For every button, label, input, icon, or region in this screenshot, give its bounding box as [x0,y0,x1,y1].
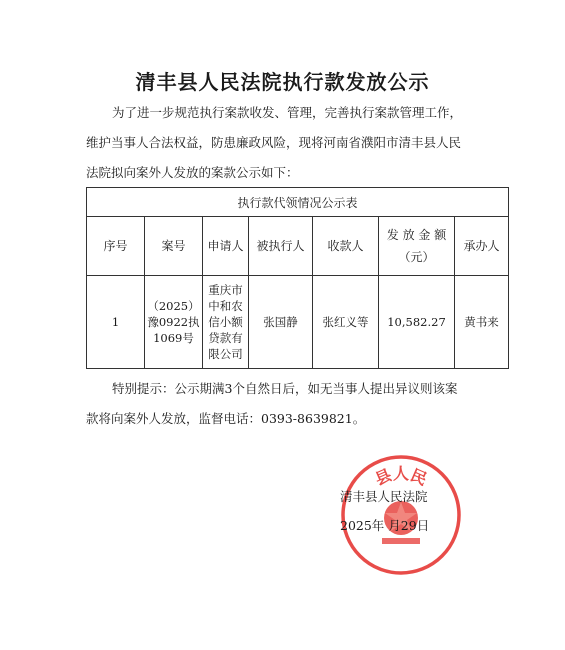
intro-paragraph [86,98,482,188]
table-row [87,276,509,369]
signature-date: 2025年 月29日 [340,518,430,533]
intro-line-3: 法院拟向案外人发放的案款公示如下： [86,165,299,180]
signature-org: 清丰县人民法院 [340,489,428,504]
special-notice [86,374,482,434]
intro-line-2: 维护当事人合法权益，防患廉政风险，现将河南省濮阳市清丰县人民 [86,135,462,150]
intro-line-1: 为了进一步规范执行案款收发、管理，完善执行案款管理工作， [112,105,463,120]
cell-payee: 张红义等 [313,276,379,369]
case-no-line-1: （2025） [147,299,200,313]
col-header-index: 序号 [87,217,145,276]
cell-respondent: 张国静 [249,276,313,369]
col-header-respondent: 被执行人 [249,217,313,276]
cell-applicant [203,276,249,369]
col-header-amount: 发 放 金 额（元） [379,217,455,276]
cell-index: 1 [87,276,145,369]
court-seal [338,452,464,578]
applicant-line-3: 信小额 [208,315,243,329]
col-header-applicant: 申请人 [203,217,249,276]
applicant-line-4: 贷款有 [208,331,243,345]
case-no-line-2: 豫0922执 [147,315,200,329]
disbursement-table [86,187,509,369]
col-header-handler: 承办人 [455,217,509,276]
applicant-line-2: 中和农 [208,299,243,313]
cell-case-no [145,276,203,369]
cell-handler: 黄书来 [455,276,509,369]
svg-text:县人民 [372,464,430,489]
applicant-line-1: 重庆市 [208,283,243,297]
cell-amount: 10,582.27 [379,276,455,369]
table-header-row [87,217,509,276]
tip-line-2: 款将向案外人发放，监督电话：0393-8639821。 [86,411,366,426]
applicant-line-5: 限公司 [208,347,243,361]
tip-line-1: 特别提示：公示期满3个自然日后，如无当事人提出异议则该案 [112,381,458,396]
col-header-payee: 收款人 [313,217,379,276]
col-header-case-no: 案号 [145,217,203,276]
case-no-line-3: 1069号 [153,331,194,345]
table-caption: 执行款代领情况公示表 [87,188,509,217]
notice-title: 清丰县人民法院执行款发放公示 [135,70,430,94]
seal-text: 县人民 [372,464,430,490]
